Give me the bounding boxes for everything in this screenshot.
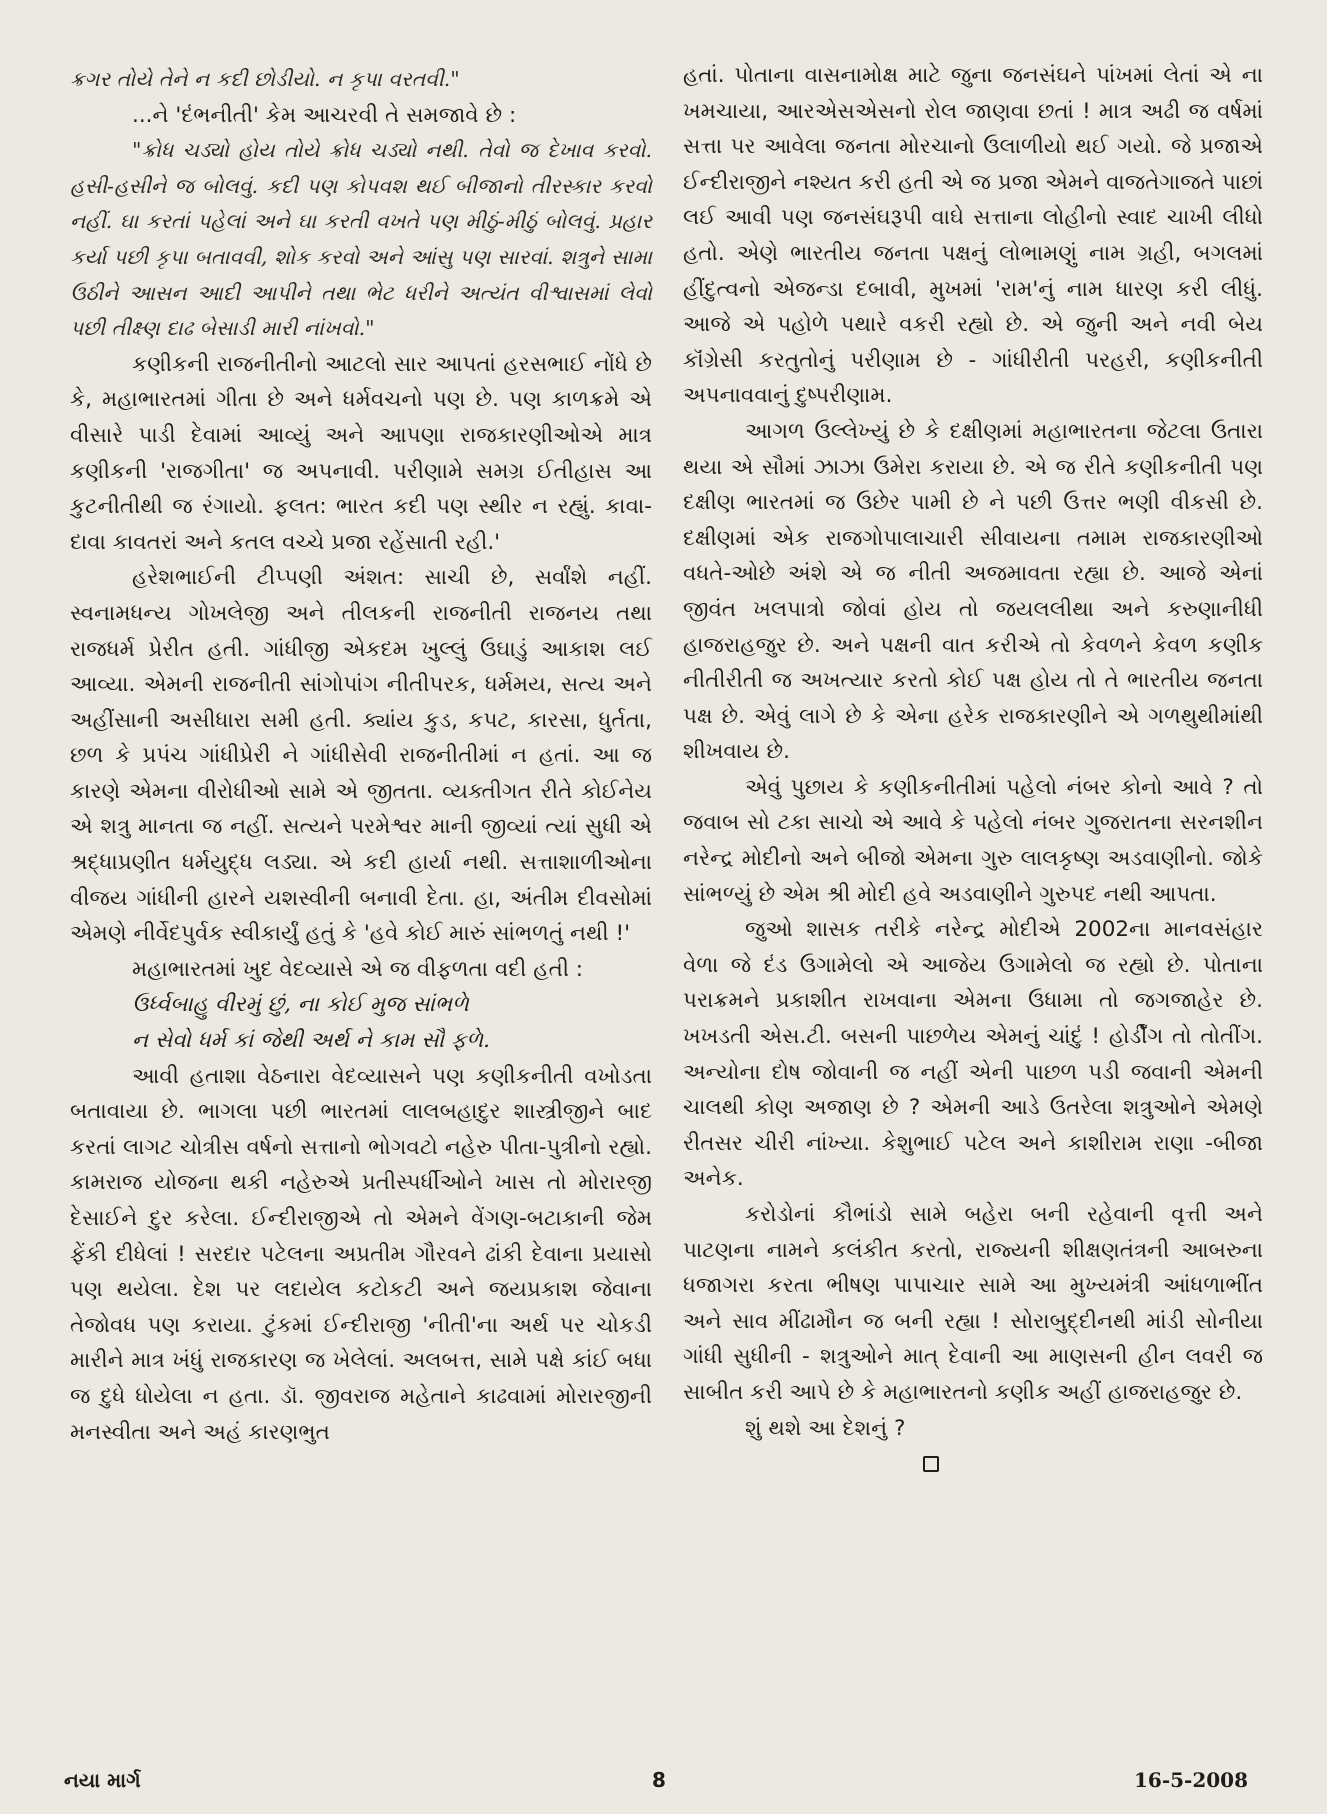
closing-question: શું થશે આ દેશનું ? bbox=[745, 1415, 906, 1441]
issue-date: 16-5-2008 bbox=[1134, 1768, 1249, 1792]
paragraph: આવી હતાશા વેઠનારા વેદવ્યાસને પણ કણીકનીતી વખોડતા બતાવાયા છે. ભાગલા પછી ભારતમાં લાલબહાદુર શાસ્ત્રીજીને બાદ કરતાં લાગટ ચોત્રીસ વર્ષનો સત્તાનો ભોગવટો નહેરુ પીતા-પુત્રીનો રહ્યો. કામરાજ યોજના થકી નહેરુએ પ્રતીસ્પર્ધીઓને ખાસ તો મોરારજી દેસાઈને દુર કરેલા. ઈન્દીરાજીએ તો એમને વેંગણ-બટાકાની જેમ ફેંકી દીધેલાં ! સરદાર પટેલના અપ્રતીમ ગૌરવને ઢાંકી દેવાના પ્રયાસો પણ થયેલા. દેશ પર લદાયેલ કટોકટી અને જયપ્રકાશ જેવાના તેજોવધ પણ કરાયા. ટુંકમાં ઈન્દીરાજી 'નીતી'ના અર્થ પર ચોકડી મારીને માત્ર ખંધું રાજકારણ જ ખેલેલાં. અલબત્ત, સામે પક્ષે કાંઈ બધા જ દુધે ધોયેલા ન હતા. ડૉ. જીવરાજ મહેતાને કાઢવામાં મોરારજીની મનસ્વીતા અને અહં કારણભુત bbox=[70, 1063, 652, 1445]
paragraph: આગળ ઉલ્લેખ્યું છે કે દક્ષીણમાં મહાભારતના જેટલા ઉતારા થયા એ સૌમાં ઝાઝા ઉમેરા કરાયા છે. એ જ રીતે કણીકનીતી પણ દક્ષીણ ભારતમાં જ ઉછેર પામી છે ને પછી ઉત્તર ભણી વીકસી છે. દક્ષીણમાં એક રાજગોપાલાચારી સીવાયના તમામ રાજકારણીઓ વધતે-ઓછે અંશે એ જ નીતી અજમાવતા રહ્યા છે. આજે એનાં જીવંત ખલપાત્રો જોવાં હોય તો જયલલીથા અને કરુણાનીધી હાજરાહજુર છે. અને પક્ષની વાત કરીએ તો કેવળને કેવળ કણીક નીતીરીતી જ અખત્યાર કરતો કોઈ પક્ષ હોય તો તે ભારતીય જનતા પક્ષ છે. એવું લાગે છે કે એના હરેક રાજકારણીને એ ગળથુથીમાંથી શીખવાય છે. bbox=[683, 418, 1263, 765]
page-number: 8 bbox=[652, 1768, 666, 1792]
end-mark-row bbox=[683, 1446, 1263, 1482]
quote-block: "ક્રોધ ચડ્યો હોય તોયે ક્રોધ ચડ્યો નથી. તેવો જ દેખાવ કરવો. હસી-હસીને જ બોલવું. કદી પણ કોપવશ થઈ બીજાનો તીરસ્કાર કરવો નહીં. ઘા કરતાં પહેલાં અને ઘા કરતી વખતે પણ મીઠું-મીઠું બોલવું. પ્રહાર કર્યા પછી કૃપા બતાવવી, શોક કરવો અને આંસુ પણ સારવાં. શત્રુને સામા ઉઠીને આસન આદી આપીને તથા ભેટ ધરીને અત્યંત વીશ્વાસમાં લેવો પછી તીક્ષ્ણ દાઢ બેસાડી મારી નાંખવો." bbox=[70, 138, 652, 341]
paragraph: હરેશભાઈની ટીપ્પણી અંશત: સાચી છે, સર્વાંશે નહીં. સ્વનામધન્ય ગોખલેજી અને તીલકની રાજનીતી રાજનય તથા રાજધર્મ પ્રેરીત હતી. ગાંધીજી એકદમ ખુલ્લું ઉઘાડું આકાશ લઈ આવ્યા. એમની રાજનીતી સાંગોપાંગ નીતીપરક, ધર્મમય, સત્ય અને અહીંસાની અસીધારા સમી હતી. ક્યાંય કુડ, કપટ, કારસા, ધુર્તતા, છળ કે પ્રપંચ ગાંધીપ્રેરી ને ગાંધીસેવી રાજનીતીમાં ન હતાં. આ જ કારણે એમના વીરોધીઓ સામે એ જીતતા. વ્યક્તીગત રીતે કોઈનેય એ શત્રુ માનતા જ નહીં. સત્યને પરમેશ્વર માની જીવ્યાં ત્યાં સુધી એ શ્રદ્ધાપ્રણીત ધર્મયુદ્ધ લડ્યા. એ કદી હાર્યા નથી. સત્તાશાળીઓના વીજય ગાંધીની હારને યશસ્વીની બનાવી દેતા. હા, અંતીમ દીવસોમાં એમણે નીર્વેદપુર્વક સ્વીકાર્યું હતું કે 'હવે કોઈ મારું સાંભળતું નથી !' bbox=[70, 565, 652, 947]
paragraph: કણીકની રાજનીતીનો આટલો સાર આપતાં હરસભાઈ નોંધે છે કે, મહાભારતમાં ગીતા છે અને ધર્મવચનો પણ છે. પણ કાળક્રમે એ વીસારે પાડી દેવામાં આવ્યું અને આપણા રાજકારણીઓએ માત્ર કણીકની 'રાજગીતા' જ અપનાવી. પરીણામે સમગ્ર ઈતીહાસ આ કુટનીતીથી જ રંગાયો. ફલત: ભારત કદી પણ સ્થીર ન રહ્યું. કાવા-દાવા કાવતરાં અને કતલ વચ્ચે પ્રજા રહેંસાતી રહી.' bbox=[70, 351, 652, 555]
paragraph-continuation: હતાં. પોતાના વાસનામોક્ષ માટે જુના જનસંઘને પાંખમાં લેતાં એ ના ખમચાયા, આરએસએસનો રોલ જાણવા છતાં ! માત્ર અઢી જ વર્ષમાં સત્તા પર આવેલા જનતા મોરચાનો ઉલાળીયો થઈ ગયો. જે પ્રજાએ ઈન્દીરાજીને નશ્યત કરી હતી એ જ પ્રજા એમને વાજતેગાજતે પાછાં લઈ આવી પણ જનસંઘરૂપી વાઘે સત્તાના લોહીનો સ્વાદ ચાખી લીધો હતો. એણે ભારતીય જનતા પક્ષનું લોભામણું નામ ગ્રહી, બગલમાં હીંદુત્વનો એજન્ડા દબાવી, મુખમાં 'રામ'નું નામ ધારણ કરી લીધું. આજે એ પહોળે પથારે વકરી રહ્યો છે. એ જુની અને નવી બેય કૉંગ્રેસી કરતુતોનું પરીણામ છે - ગાંધીરીતી પરહરી, કણીકનીતી અપનાવવાનું દુષ્પરીણામ. bbox=[683, 63, 1263, 409]
quote-continuation: ક્રગર તોયે તેને ન કદી છોડીયો. ન કૃપા વરતવી." bbox=[70, 67, 460, 91]
left-column bbox=[70, 62, 652, 1450]
end-of-article-icon bbox=[923, 1456, 939, 1472]
page-footer bbox=[0, 1768, 1327, 1808]
paragraph: ...ને 'દંભનીતી' કેમ આચરવી તે સમજાવે છે : bbox=[132, 102, 517, 128]
verse-line: ન સેવો ધર્મ કાં જેથી અર્થ ને કામ સૌ ફળે. bbox=[132, 1028, 490, 1054]
paragraph: એવું પુછાય કે કણીકનીતીમાં પહેલો નંબર કોનો આવે ? તો જવાબ સો ટકા સાચો એ આવે કે પહેલો નંબર ગુજરાતના સરનશીન નરેન્દ્ર મોદીનો અને બીજો એમના ગુરુ લાલકૃષ્ણ અડવાણીનો. જોકે સાંભળ્યું છે એમ શ્રી મોદી હવે અડવાણીને ગુરુપદ નથી આપતા. bbox=[683, 774, 1263, 907]
paragraph: જુઓ શાસક તરીકે નરેન્દ્ર મોદીએ 2002ના માનવસંહાર વેળા જે દંડ ઉગામેલો એ આજેય ઉગામેલો જ રહ્યો છે. પોતાના પરાક્રમને પ્રકાશીત રાખવાના એમના ઉધામા તો જગજાહેર છે. ખખડતી એસ.ટી. બસની પાછળેય એમનું ચાંદું ! હોર્ડીંગ તો તોતીંગ. અન્યોના દોષ જોવાની જ નહીં એની પાછળ પડી જવાની એમની ચાલથી કોણ અજાણ છે ? એમની આડે ઉતરેલા શત્રુઓને એમણે રીતસર ચીરી નાંખ્યા. કેશુભાઈ પટેલ અને કાશીરામ રાણા -બીજા અનેક. bbox=[683, 917, 1263, 1192]
closing-line bbox=[683, 1411, 1263, 1447]
paragraph: કરોડોનાં કૌભાંડો સામે બહેરા બની રહેવાની વૃત્તી અને પાટણના નામને કલંકીત કરતો, રાજ્યની શીક્ષણતંત્રની આબરુના ધજાગરા કરતા ભીષણ પાપાચાર સામે આ મુખ્યમંત્રી આંધળાભીંત અને સાવ મીંઢામૌન જ બની રહ્યા ! સોરાબુદ્દીનથી માંડી સોનીયા ગાંધી સુધીની - શત્રુઓને માત્ દેવાની આ માણસની હીન લવરી જ સાબીત કરી આપે છે કે મહાભારતનો કણીક અહીં હાજરાહજુર છે. bbox=[683, 1202, 1263, 1405]
verse-line: ઉર્ધ્વબાહુ વીરમું છું, ના કોઈ મુજ સાંભળે bbox=[132, 992, 469, 1018]
paragraph: મહાભારતમાં ખુદ વેદવ્યાસે એ જ વીફળતા વદી હતી : bbox=[132, 956, 584, 982]
magazine-name: નયા માર્ગ bbox=[64, 1768, 141, 1792]
right-column bbox=[683, 58, 1263, 1482]
